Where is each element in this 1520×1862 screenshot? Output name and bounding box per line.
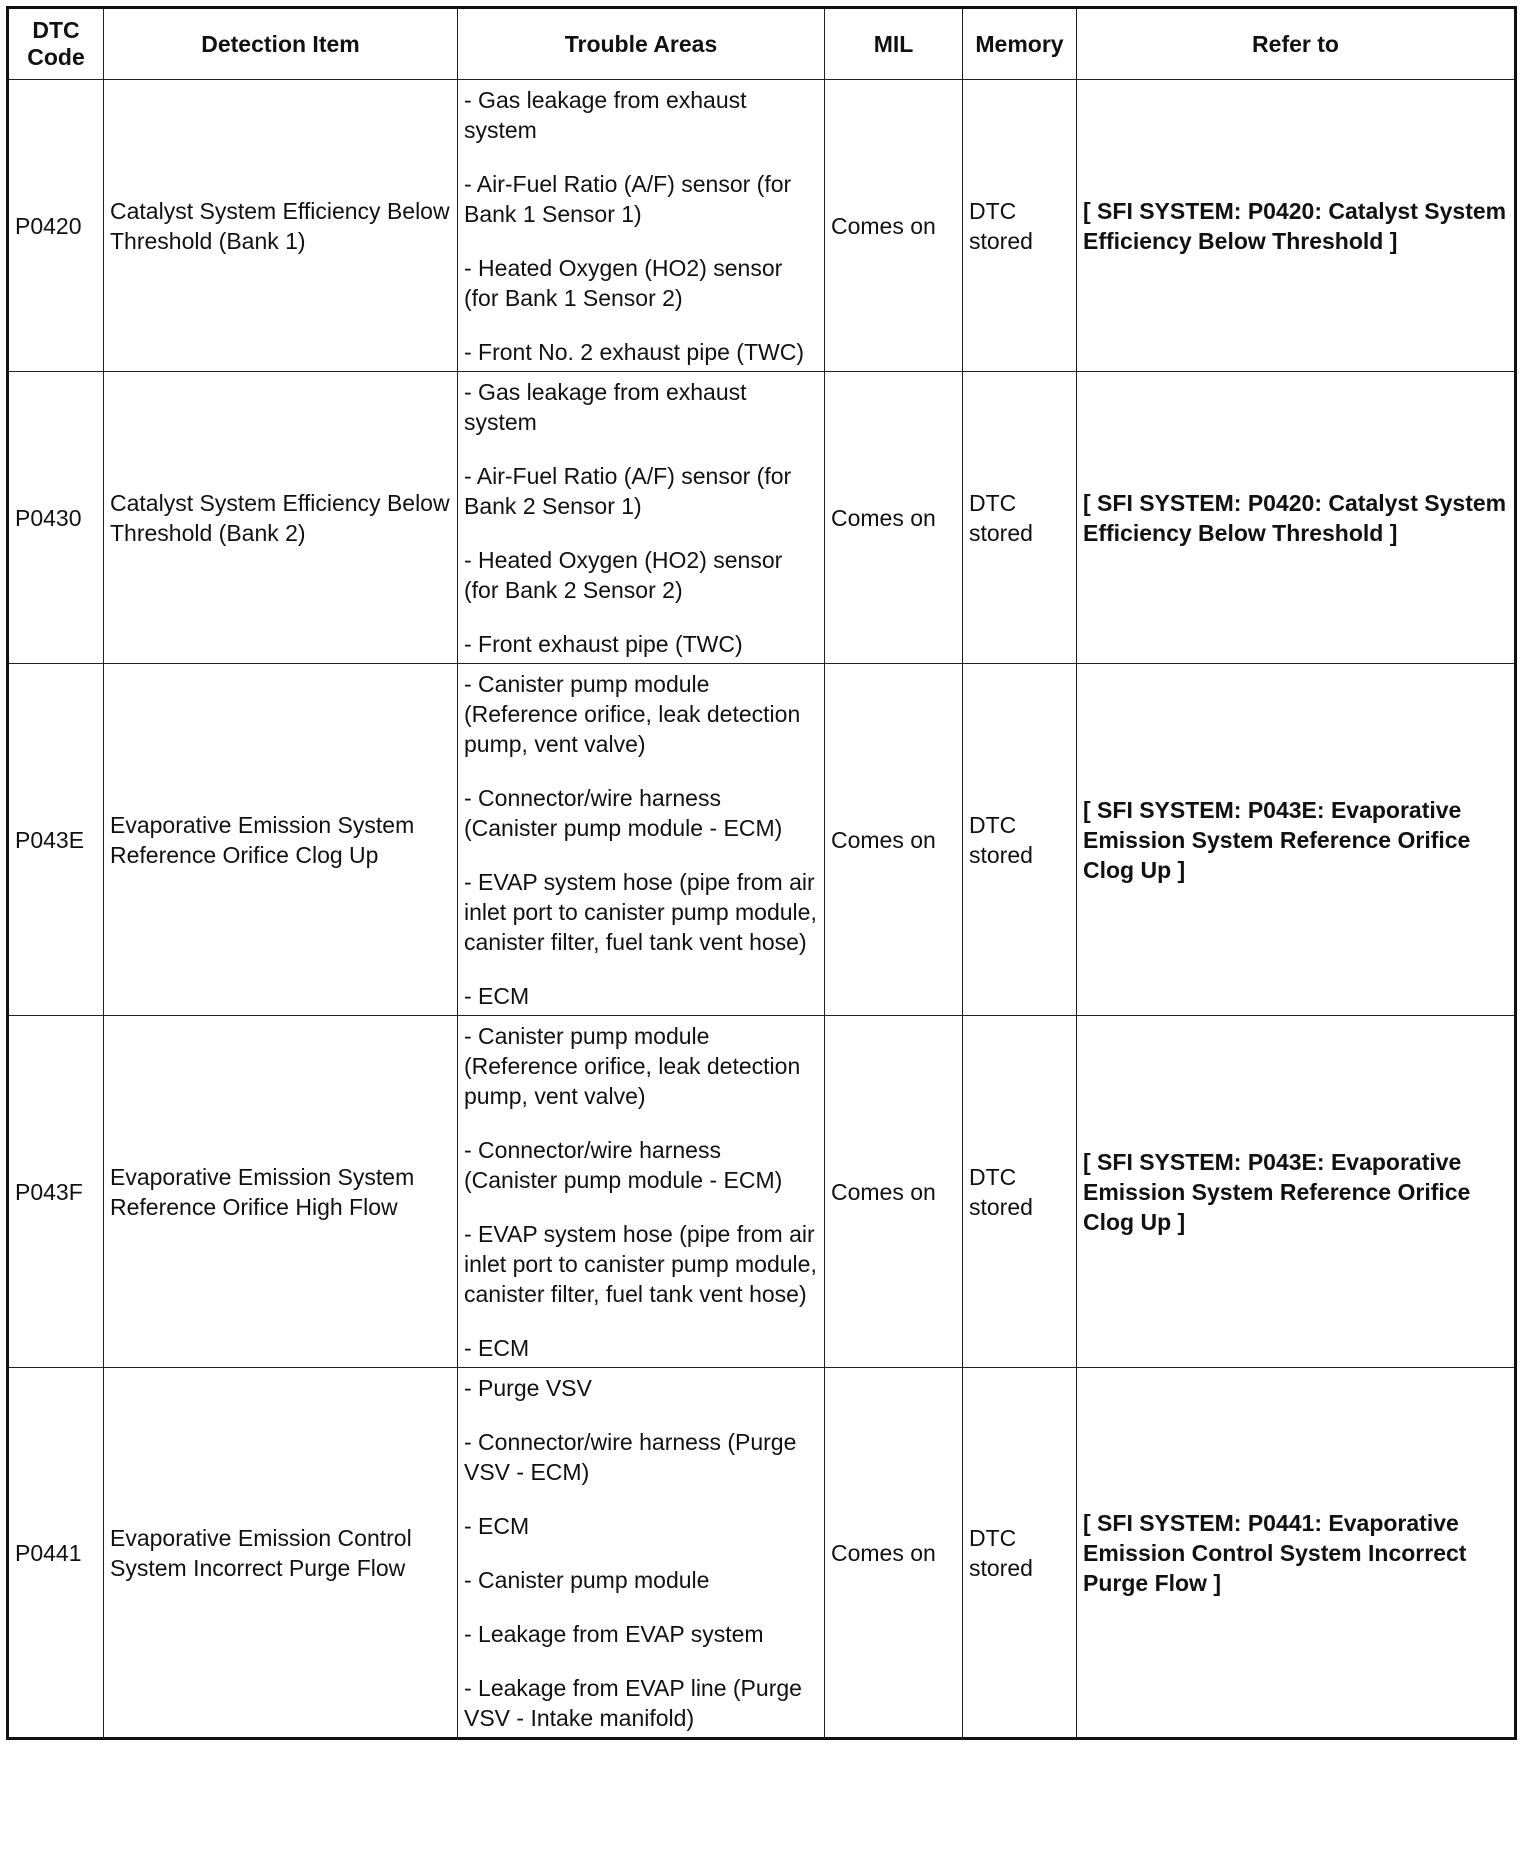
refer-to-link[interactable]: [ SFI SYSTEM: P043E: Evaporative Emission System Reference Orifice Clog Up ] [1077,664,1516,1016]
dtc-code-cell: P043F [8,1016,104,1368]
trouble-areas-cell [458,1368,825,1739]
table-row [8,1368,1516,1739]
trouble-areas-cell [458,80,825,372]
dtc-code-cell: P0441 [8,1368,104,1739]
trouble-area-item: - Front exhaust pipe (TWC) [464,631,743,657]
memory-cell: DTC stored [963,1016,1077,1368]
header-dtc-code: DTC Code [8,8,104,80]
trouble-area-item: - Canister pump module (Reference orifice, leak detection pump, vent valve) [464,1023,801,1109]
trouble-area-item: - Canister pump module [464,1567,710,1593]
trouble-area-item: - Leakage from EVAP system [464,1621,764,1647]
header-trouble-areas: Trouble Areas [458,8,825,80]
detection-item-cell: Evaporative Emission System Reference Orifice High Flow [104,1016,458,1368]
trouble-area-item: - Purge VSV [464,1375,592,1401]
header-detection-item: Detection Item [104,8,458,80]
trouble-area-item: - Air-Fuel Ratio (A/F) sensor (for Bank 1 Sensor 1) [464,171,792,227]
mil-cell: Comes on [825,1368,963,1739]
memory-cell: DTC stored [963,372,1077,664]
trouble-area-item: - Canister pump module (Reference orifice, leak detection pump, vent valve) [464,671,801,757]
trouble-area-item: - Connector/wire harness (Canister pump module - ECM) [464,785,783,841]
trouble-area-item: - ECM [464,983,530,1009]
trouble-area-item: - Heated Oxygen (HO2) sensor (for Bank 1 Sensor 2) [464,255,783,311]
header-refer-to: Refer to [1077,8,1516,80]
dtc-code-cell: P0420 [8,80,104,372]
memory-cell: DTC stored [963,664,1077,1016]
memory-cell: DTC stored [963,80,1077,372]
trouble-area-item: - Heated Oxygen (HO2) sensor (for Bank 2 Sensor 2) [464,547,783,603]
trouble-areas-cell [458,372,825,664]
header-mil: MIL [825,8,963,80]
table-row [8,80,1516,372]
mil-cell: Comes on [825,664,963,1016]
table-row [8,1016,1516,1368]
dtc-code-cell: P043E [8,664,104,1016]
trouble-areas-cell [458,1016,825,1368]
trouble-areas-cell [458,664,825,1016]
table-row [8,372,1516,664]
trouble-area-item: - Air-Fuel Ratio (A/F) sensor (for Bank 2 Sensor 1) [464,463,792,519]
trouble-area-item: - Gas leakage from exhaust system [464,87,747,143]
detection-item-cell: Catalyst System Efficiency Below Threshold (Bank 1) [104,80,458,372]
dtc-table [6,6,1517,1740]
detection-item-cell: Evaporative Emission System Reference Orifice Clog Up [104,664,458,1016]
trouble-area-item: - Leakage from EVAP line (Purge VSV - Intake manifold) [464,1675,802,1731]
trouble-area-item: - Front No. 2 exhaust pipe (TWC) [464,339,804,365]
header-row [8,8,1516,80]
mil-cell: Comes on [825,1016,963,1368]
trouble-area-item: - Connector/wire harness (Purge VSV - ECM) [464,1429,797,1485]
dtc-code-cell: P0430 [8,372,104,664]
trouble-area-item: - EVAP system hose (pipe from air inlet port to canister pump module, canister filter, fuel tank vent hose) [464,869,817,955]
trouble-area-item: - Gas leakage from exhaust system [464,379,747,435]
detection-item-cell: Catalyst System Efficiency Below Threshold (Bank 2) [104,372,458,664]
memory-cell: DTC stored [963,1368,1077,1739]
trouble-area-item: - EVAP system hose (pipe from air inlet port to canister pump module, canister filter, fuel tank vent hose) [464,1221,817,1307]
trouble-area-item: - Connector/wire harness (Canister pump module - ECM) [464,1137,783,1193]
refer-to-link[interactable]: [ SFI SYSTEM: P0420: Catalyst System Efficiency Below Threshold ] [1077,372,1516,664]
header-memory: Memory [963,8,1077,80]
trouble-area-item: - ECM [464,1513,530,1539]
table-row [8,664,1516,1016]
mil-cell: Comes on [825,80,963,372]
detection-item-cell: Evaporative Emission Control System Incorrect Purge Flow [104,1368,458,1739]
refer-to-link[interactable]: [ SFI SYSTEM: P043E: Evaporative Emission System Reference Orifice Clog Up ] [1077,1016,1516,1368]
trouble-area-item: - ECM [464,1335,530,1361]
refer-to-link[interactable]: [ SFI SYSTEM: P0420: Catalyst System Efficiency Below Threshold ] [1077,80,1516,372]
mil-cell: Comes on [825,372,963,664]
refer-to-link[interactable]: [ SFI SYSTEM: P0441: Evaporative Emission Control System Incorrect Purge Flow ] [1077,1368,1516,1739]
